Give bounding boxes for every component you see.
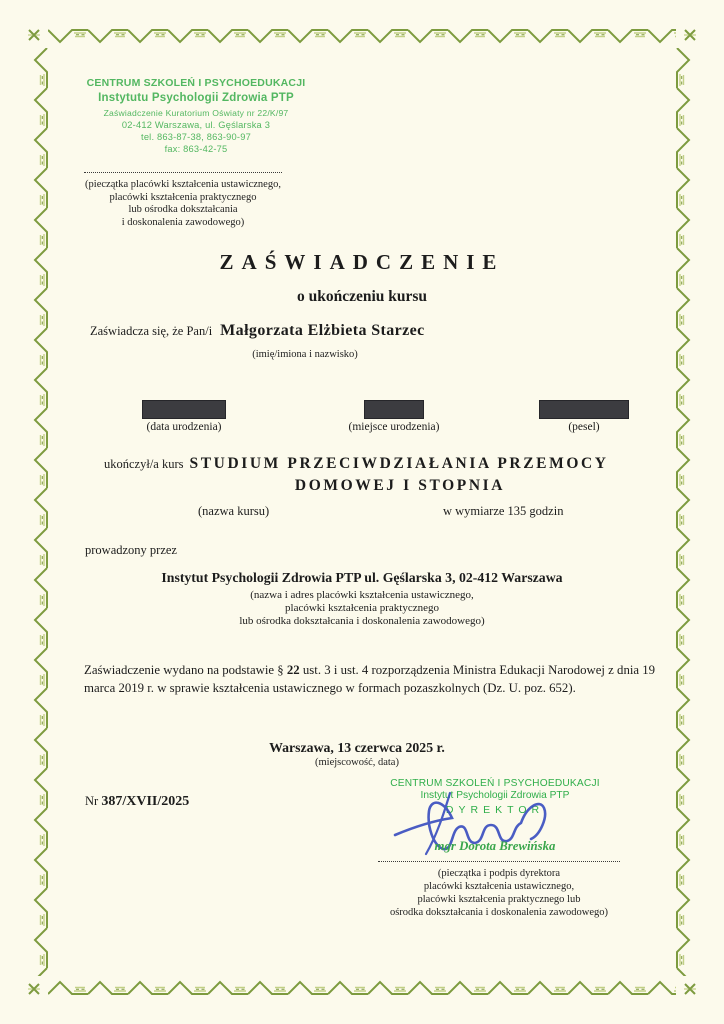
border-bottom: [48, 977, 676, 999]
director-signer-name: mgr Dorota Brewińska: [434, 839, 556, 853]
redaction-box: [540, 401, 628, 418]
caption-line: placówki kształcenia praktycznego: [109, 191, 257, 203]
border-right: [672, 48, 694, 976]
border-corner-ornament: [682, 27, 698, 43]
stamp-line: DYREKTOR: [445, 804, 545, 816]
page-title: ZAŚWIADCZENIE: [219, 250, 505, 274]
page-subtitle: o ukończeniu kursu: [296, 288, 428, 305]
caption-line: placówki kształcenia praktycznego: [285, 602, 439, 614]
director-stamp: [364, 778, 626, 853]
course-prefix: ukończył/a kurs: [104, 457, 184, 471]
stamp-line: fax: 863-42-75: [164, 144, 228, 154]
stamp-line: CENTRUM SZKOLEŃ I PSYCHOEDUKACJI: [390, 778, 600, 789]
course-caption: (nazwa kursu): [198, 504, 270, 518]
stamp-line: tel. 863-87-38, 863-90-97: [141, 132, 251, 142]
field-label: (miejsce urodzenia): [348, 421, 440, 433]
director-caption-block: [340, 860, 658, 919]
recipient-prefix: Zaświadcza się, że Pan/i: [90, 324, 213, 338]
dotted-line: [84, 171, 282, 173]
caption-line: placówki kształcenia praktycznego lub: [417, 894, 581, 905]
issue-caption: (miejscowość, data): [315, 757, 399, 768]
dotted-line: [378, 860, 620, 862]
course-name-line1: STUDIUM PRZECIWDZIAŁANIA PRZEMOCY: [189, 455, 609, 472]
stamp-line: 02-412 Warszawa, ul. Gęślarska 3: [121, 120, 271, 130]
stamp-line: Instytut Psychologii Zdrowia PTP: [420, 790, 570, 801]
field-birth-date: [114, 401, 254, 433]
caption-line: ośrodka dokształcania i doskonalenia zawodowego): [389, 907, 609, 918]
course-name-line2: DOMOWEJ I STOPNIA: [294, 477, 506, 494]
caption-line: placówki kształcenia ustawicznego,: [423, 881, 575, 892]
caption-line: lub ośrodka dokształcania: [128, 204, 238, 215]
redaction-box: [365, 401, 423, 418]
border-corner-ornament: [26, 981, 42, 997]
stamp-caption-block: [55, 171, 311, 229]
recipient-line: [90, 322, 425, 340]
border-corner-ornament: [26, 27, 42, 43]
institution-stamp: [70, 77, 322, 154]
caption-line: (pieczątka i podpis dyrektora: [437, 868, 561, 879]
legal-paragraph-number: 22: [286, 663, 300, 677]
recipient-caption: (imię/imiona i nazwisko): [252, 349, 358, 360]
provider-prefix: prowadzony przez: [85, 543, 177, 557]
recipient-name: Małgorzata Elżbieta Starzec: [220, 322, 425, 339]
field-label: (data urodzenia): [146, 421, 222, 433]
redaction-box: [143, 401, 225, 418]
border-corner-ornament: [682, 981, 698, 997]
caption-line: (nazwa i adres placówki kształcenia ustawicznego,: [250, 589, 474, 601]
field-label: (pesel): [568, 421, 600, 433]
legal-part2: ust. 3 i ust. 4 rozporządzenia Ministra Edukacji Narodowej z dnia 19 marca 2019 r. w sprawie kształcenia ustawicznego w formach pozaszkolnych (Dz. U. poz. 652).: [84, 663, 656, 695]
certificate-number-prefix: Nr: [85, 794, 102, 808]
course-line: [104, 455, 609, 473]
field-pesel: [514, 401, 654, 433]
provider-caption-block: [0, 589, 724, 628]
certificate-number-value: 387/XVII/2025: [101, 794, 190, 809]
issue-place-date: Warszawa, 13 czerwca 2025 r.: [269, 740, 445, 755]
caption-line: i doskonalenia zawodowego): [121, 216, 245, 228]
legal-part1: Zaświadczenie wydano na podstawie §: [84, 663, 287, 677]
legal-basis-paragraph: [84, 661, 670, 697]
field-birth-place: [324, 401, 464, 433]
border-left: [30, 48, 52, 976]
stamp-line: Zaświadczenie Kuratorium Oświaty nr 22/K/97: [103, 108, 289, 118]
caption-line: lub ośrodka dokształcania i doskonalenia zawodowego): [239, 615, 485, 627]
caption-line: (pieczątka placówki kształcenia ustawicznego,: [85, 179, 281, 190]
border-top: [48, 25, 676, 47]
stamp-line: CENTRUM SZKOLEŃ I PSYCHOEDUKACJI: [86, 77, 306, 89]
provider-name: Instytut Psychologii Zdrowia PTP ul. Gęślarska 3, 02-412 Warszawa: [161, 570, 563, 585]
course-hours: w wymiarze 135 godzin: [443, 504, 564, 518]
stamp-line: Instytutu Psychologii Zdrowia PTP: [98, 92, 294, 104]
certificate-number: [85, 794, 189, 810]
